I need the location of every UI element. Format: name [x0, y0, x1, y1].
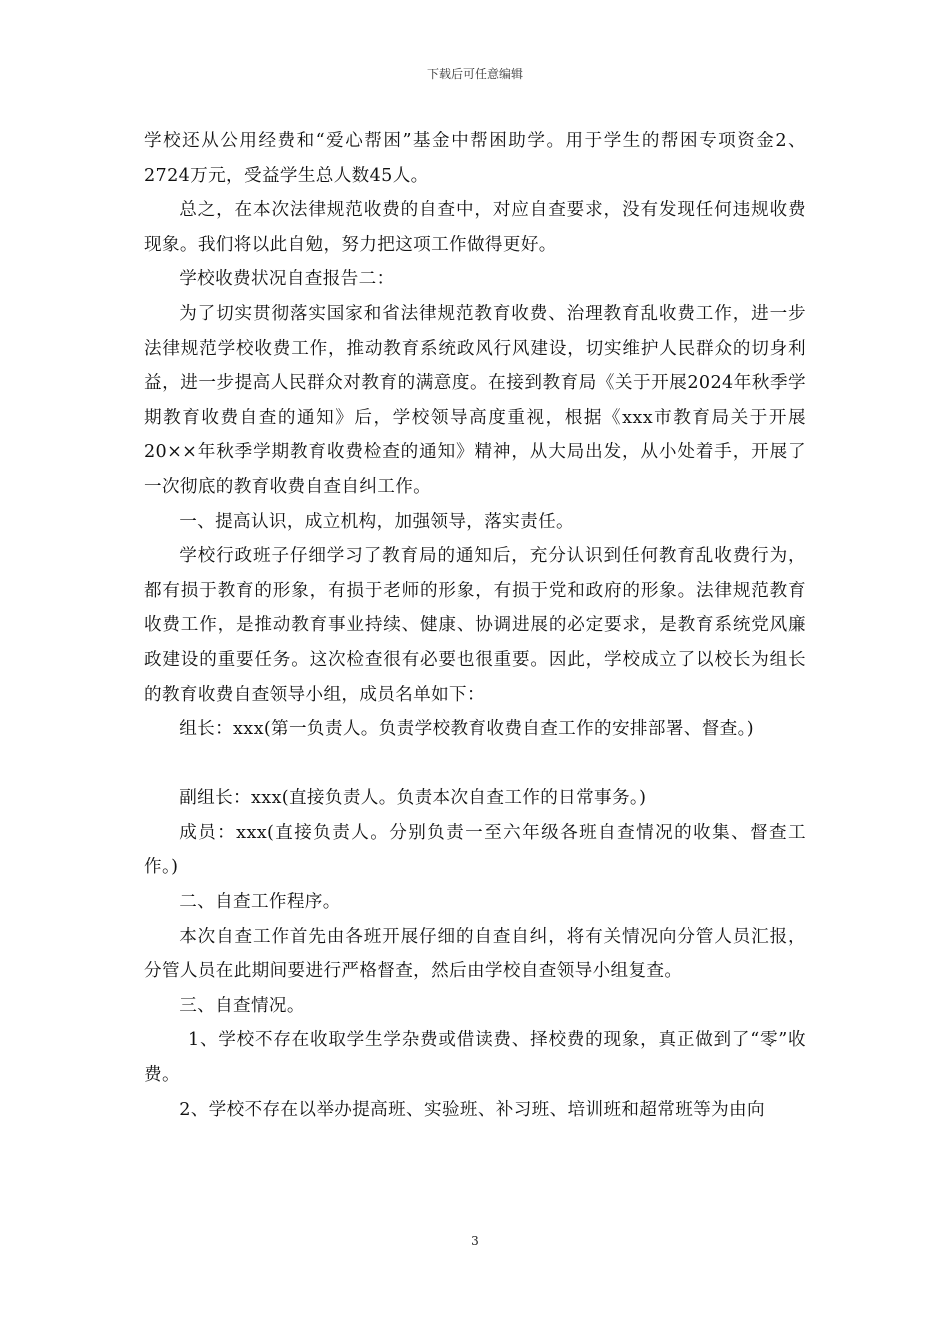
item-two: 2、学校不存在以举办提高班、实验班、补习班、培训班和超常班等为由向 [179, 1099, 765, 1120]
paragraph-1: 学校还从公用经费和“爱心帮困”基金中帮困助学。用于学生的帮困专项资金2、2724万元，受益学生总人数45人。 [144, 131, 806, 186]
document-body [144, 124, 806, 1127]
heading-one: 一、提高认识，成立机构，加强领导，落实责任。 [179, 511, 574, 532]
paragraph-2: 总之，在本次法律规范收费的自查中，对应自查要求，没有发现任何违规收费现象。我们将以此自勉，努力把这项工作做得更好。 [144, 200, 806, 255]
paragraph-4: 为了切实贯彻落实国家和省法律规范教育收费、治理教育乱收费工作，进一步法律规范学校收费工作，推动教育系统政风行风建设，切实维护人民群众的切身利益，进一步提高人民群众对教育的满意度。在接到教育局《关于开展2024年秋季学期教育收费自查的通知》后，学校领导高度重视，根据《xxx市教育局关于开展20××年秋季学期教育收费检查的通知》精神，从大局出发，从小处着手，开展了一次彻底的教育收费自查自纠工作。 [144, 303, 806, 497]
paragraph-12: 本次自查工作首先由各班开展仔细的自查自纠，将有关情况向分管人员汇报，分管人员在此期间要进行严格督查，然后由学校自查领导小组复查。 [144, 926, 806, 982]
paragraph-6: 学校行政班子仔细学习了教育局的通知后，充分认识到任何教育乱收费行为，都有损于教育的形象，有损于老师的形象，有损于党和政府的形象。法律规范教育收费工作，是推动教育事业持续、健康、协调进展的必定要求，是教育系统党风廉政建设的重要任务。这次检查很有必要也很重要。因此，学校成立了以校长为组长的教育收费自查领导小组，成员名单如下： [144, 546, 806, 705]
member-deputy-leader: 副组长：xxx(直接负责人。负责本次自查工作的日常事务。) [179, 788, 647, 809]
page-number: 3 [471, 1234, 479, 1248]
heading-two: 二、自查工作程序。 [179, 892, 341, 913]
section-title-report-two: 学校收费状况自查报告二： [179, 269, 395, 290]
blank-line [144, 747, 806, 782]
item-one: 1、学校不存在收取学生学杂费或借读费、择校费的现象，真正做到了“零”收费。 [144, 1030, 806, 1086]
member-members: 成员：xxx(直接负责人。分别负责一至六年级各班自查情况的收集、督查工作。) [144, 822, 806, 878]
member-leader: 组长：xxx(第一负责人。负责学校教育收费自查工作的安排部署、督查。) [179, 719, 754, 740]
heading-three: 三、自查情况。 [179, 995, 305, 1016]
page-header: 下载后可任意编辑 [426, 67, 523, 81]
